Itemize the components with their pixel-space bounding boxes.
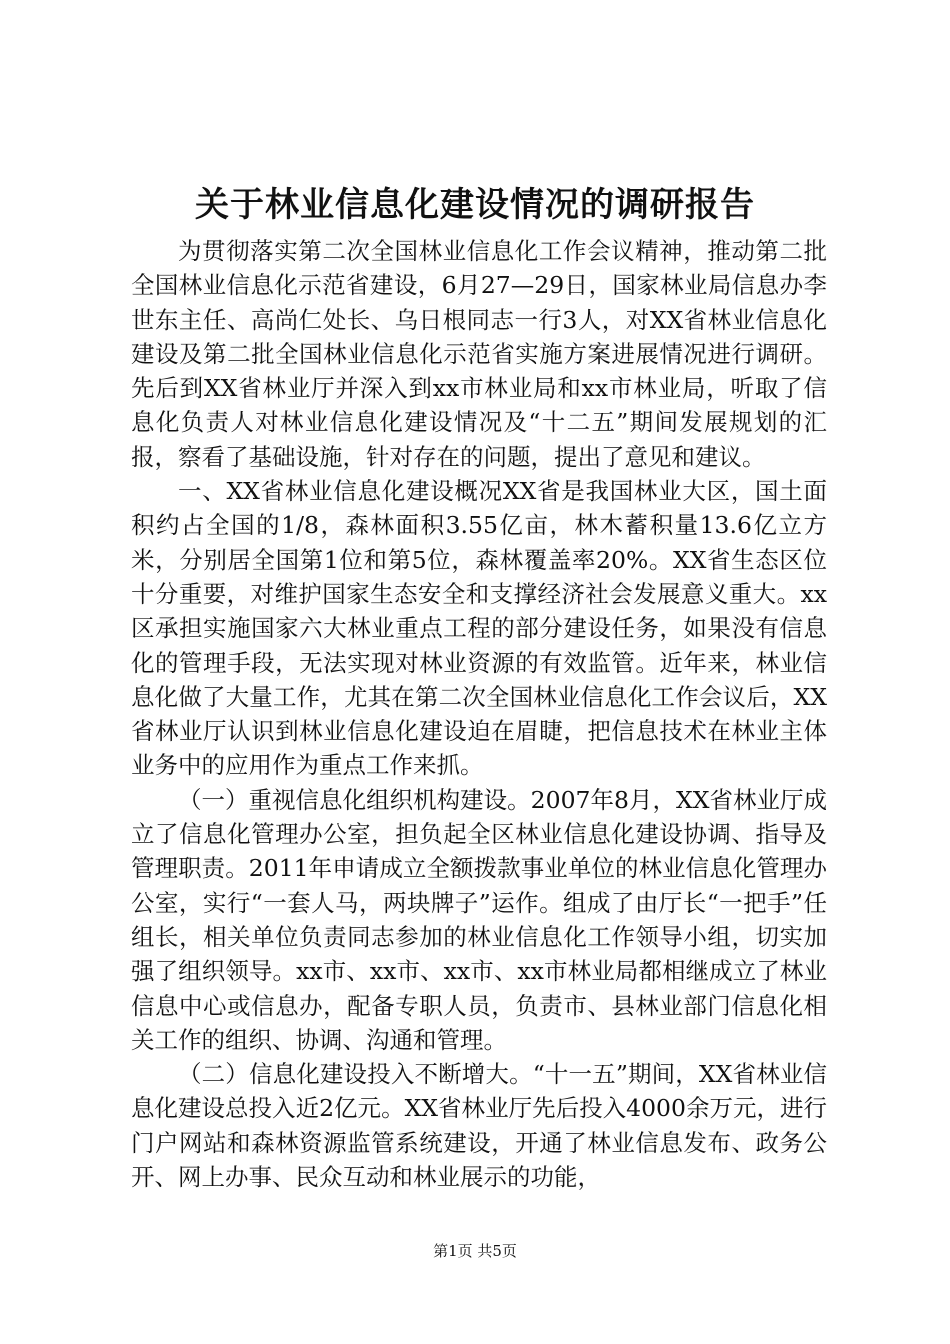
document-title: 关于林业信息化建设情况的调研报告 xyxy=(195,185,755,225)
document-body xyxy=(131,234,827,1194)
page-number-footer: 第1页 共5页 xyxy=(433,1242,517,1260)
paragraph-overview: 一、XX省林业信息化建设概况XX省是我国林业大区，国土面积约占全国的1/8，森林面积3.55亿亩，林木蓄积量13.6亿立方米，分别居全国第1位和第5位，森林覆盖率20%。XX省生态区位十分重要，对维护国家生态安全和支撑经济社会发展意义重大。xx区承担实施国家六大林业重点工程的部分建设任务，如果没有信息化的管理手段，无法实现对林业资源的有效监管。近年来，林业信息化做了大量工作，尤其在第二次全国林业信息化工作会议后，XX省林业厅认识到林业信息化建设迫在眉睫，把信息技术在林业主体业务中的应用作为重点工作来抓。 xyxy=(131,477,827,780)
paragraph-intro: 为贯彻落实第二次全国林业信息化工作会议精神，推动第二批全国林业信息化示范省建设，6月27—29日，国家林业局信息办李世东主任、高尚仁处长、乌日根同志一行3人，对XX省林业信息化建设及第二批全国林业信息化示范省实施方案进展情况进行调研。先后到XX省林业厅并深入到xx市林业局和xx市林业局，听取了信息化负责人对林业信息化建设情况及“十二五”期间发展规划的汇报，察看了基础设施，针对存在的问题，提出了意见和建议。 xyxy=(131,237,827,471)
paragraph-organization: （一）重视信息化组织机构建设。2007年8月，XX省林业厅成立了信息化管理办公室，担负起全区林业信息化建设协调、指导及管理职责。2011年申请成立全额拨款事业单位的林业信息化管理办公室，实行“一套人马，两块牌子”运作。组成了由厅长“一把手”任组长，相关单位负责同志参加的林业信息化工作领导小组，切实加强了组织领导。xx市、xx市、xx市、xx市林业局都相继成立了林业信息中心或信息办，配备专职人员，负责市、县林业部门信息化相关工作的组织、协调、沟通和管理。 xyxy=(131,785,827,1054)
paragraph-investment: （二）信息化建设投入不断增大。“十一五”期间，XX省林业信息化建设总投入近2亿元。XX省林业厅先后投入4000余万元，进行门户网站和森林资源监管系统建设，开通了林业信息发布、政务公开、网上办事、民众互动和林业展示的功能， xyxy=(131,1060,827,1192)
